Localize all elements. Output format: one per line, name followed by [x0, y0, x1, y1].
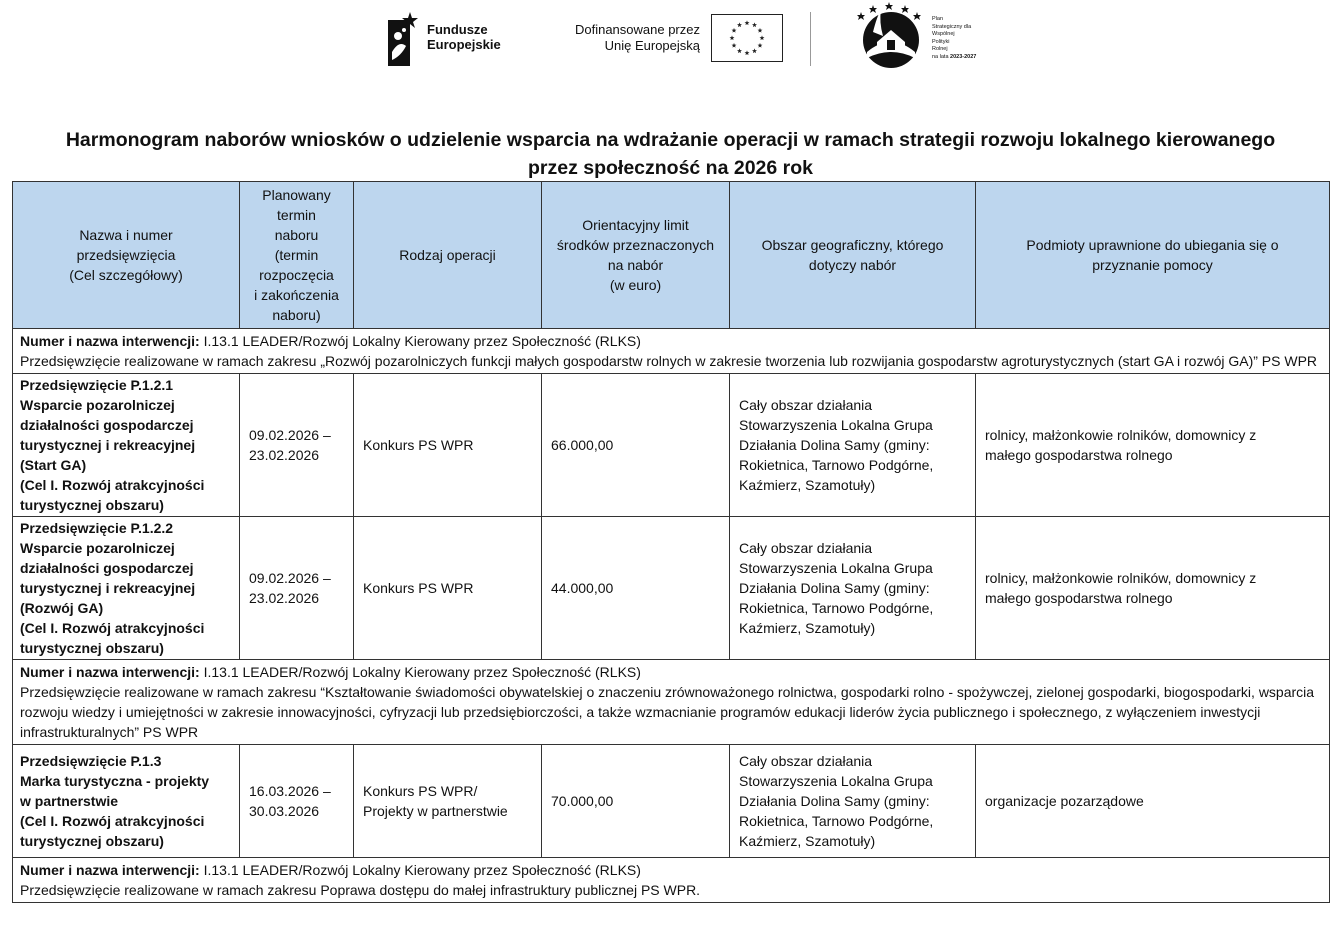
term-cell: 16.03.2026 – 30.03.2026 [240, 745, 354, 858]
fundusze-europejskie-logo-icon [388, 12, 418, 66]
intervention-cell [13, 858, 1330, 903]
area-cell: Cały obszar działania Stowarzyszenia Lokalna Grupa Działania Dolina Samy (gminy: Rokietnica, Tarnowo Podgórne, Kaźmierz, Szamotuły) [730, 517, 976, 660]
ps-line3: Wspólnej [932, 31, 955, 37]
eligible-cell: rolnicy, małżonkowie rolników, domownicy z małego gospodarstwa rolnego [976, 374, 1330, 517]
eu-cofinancing-text [552, 22, 700, 54]
header-geographic-area: Obszar geograficzny, którego dotyczy nabór [730, 182, 976, 329]
eu-line2: Unię Europejską [604, 38, 700, 53]
ps-line6b: 2023-2027 [950, 53, 977, 60]
eu-star-icon [745, 50, 750, 55]
fe-line1: Fundusze [427, 22, 488, 37]
ps-line1: Plan [932, 16, 944, 22]
intervention-label: Numer i nazwa interwencji: [20, 664, 200, 680]
header-operation-type: Rodzaj operacji [354, 182, 542, 329]
intervention-description: Przedsięwzięcie realizowane w ramach zakresu “Kształtowanie świadomości obywatelskiej o znaczeniu zrównoważonego rolnictwa, gospodarki rolno - spożywczej, zielonej gospodarki, biogospodarki, wsparcia rozwoju wiedzy i umiejętności w zakresie innowacyjności, cyfryzacji lub przedsiębiorczości, a także wzmacnianie programów edukacji liderów życia publicznego i społecznego, z wyłączeniem inwestycji infrastrukturalnych” PS WPR [20, 684, 1315, 740]
eu-star-icon [730, 35, 735, 40]
intervention-row [13, 329, 1330, 374]
title-line2: przez społeczność na 2026 rok [527, 157, 814, 179]
header-project-name: Nazwa i numer przedsięwzięcia (Cel szczegółowy) [13, 182, 240, 329]
table-header-row [13, 182, 1330, 329]
limit-cell: 44.000,00 [542, 517, 730, 660]
table-row [13, 745, 1330, 858]
intervention-label: Numer i nazwa interwencji: [20, 862, 200, 878]
eu-star-icon [752, 48, 757, 53]
title-line1: Harmonogram naborów wniosków o udzielenie wsparcia na wdrażanie operacji w ramach strategii rozwoju lokalnego kierowanego [65, 129, 1276, 151]
plan-strategiczny-logo-icon [853, 2, 929, 70]
area-cell: Cały obszar działania Stowarzyszenia Lokalna Grupa Działania Dolina Samy (gminy: Rokietnica, Tarnowo Podgórne, Kaźmierz, Szamotuły) [730, 745, 976, 858]
logo-divider [810, 12, 811, 66]
eu-star-icon [737, 48, 742, 53]
plan-strategiczny-text [932, 16, 976, 61]
page-title [10, 126, 1331, 182]
table-row [13, 374, 1330, 517]
limit-cell: 70.000,00 [542, 745, 730, 858]
type-cell: Konkurs PS WPR [354, 374, 542, 517]
eu-star-icon [758, 28, 763, 33]
project-name-cell: Przedsięwzięcie P.1.2.1 Wsparcie pozarolniczej działalności gospodarczej turystycznej i rekreacyjnej (Start GA) (Cel I. Rozwój atrakcyjności turystycznej obszaru) [13, 374, 240, 517]
table-row [13, 517, 1330, 660]
header-funding-limit: Orientacyjny limit środków przeznaczonych na nabór (w euro) [542, 182, 730, 329]
eu-line1: Dofinansowane przez [574, 22, 700, 37]
intervention-name: I.13.1 LEADER/Rozwój Lokalny Kierowany przez Społeczność (RLKS) [199, 862, 641, 878]
intervention-description: Przedsięwzięcie realizowane w ramach zakresu Poprawa dostępu do małej infrastruktury publicznej PS WPR. [20, 882, 701, 898]
eu-star-icon [752, 22, 757, 27]
ps-line5: Rolnej [932, 46, 948, 52]
intervention-label: Numer i nazwa interwencji: [20, 333, 200, 349]
intervention-row [13, 660, 1330, 745]
intervention-row [13, 858, 1330, 903]
eligible-cell: organizacje pozarządowe [976, 745, 1330, 858]
fe-line2: Europejskie [427, 37, 501, 52]
eu-star-icon [745, 20, 750, 25]
ps-line2: Strategiczny dla [932, 23, 972, 30]
limit-cell: 66.000,00 [542, 374, 730, 517]
eu-star-icon [732, 43, 737, 48]
type-cell: Konkurs PS WPR/ Projekty w partnerstwie [354, 745, 542, 858]
intervention-name: I.13.1 LEADER/Rozwój Lokalny Kierowany przez Społeczność (RLKS) [199, 664, 641, 680]
eu-flag-icon [711, 14, 783, 62]
eu-star-icon [732, 28, 737, 33]
intervention-cell [13, 660, 1330, 745]
eu-star-icon [760, 35, 765, 40]
type-cell: Konkurs PS WPR [354, 517, 542, 660]
logo-bar [0, 0, 1341, 80]
ps-line4: Polityki [932, 38, 950, 45]
term-cell: 09.02.2026 – 23.02.2026 [240, 374, 354, 517]
eu-star-icon [758, 43, 763, 48]
intervention-title [20, 860, 1322, 880]
header-eligible-entities: Podmioty uprawnione do ubiegania się o przyznanie pomocy [976, 182, 1330, 329]
term-cell: 09.02.2026 – 23.02.2026 [240, 517, 354, 660]
area-cell: Cały obszar działania Stowarzyszenia Lokalna Grupa Działania Dolina Samy (gminy: Rokietnica, Tarnowo Podgórne, Kaźmierz, Szamotuły) [730, 374, 976, 517]
ps-line6 [932, 54, 976, 62]
eligible-cell: rolnicy, małżonkowie rolników, domownicy z małego gospodarstwa rolnego [976, 517, 1330, 660]
intervention-title [20, 331, 1322, 351]
project-name-cell: Przedsięwzięcie P.1.2.2 Wsparcie pozarolniczej działalności gospodarczej turystycznej i rekreacyjnej (Rozwój GA) (Cel I. Rozwój atrakcyjności turystycznej obszaru) [13, 517, 240, 660]
header-planned-term: Planowany termin naboru (termin rozpoczęcia i zakończenia naboru) [240, 182, 354, 329]
schedule-table [12, 181, 1330, 903]
eu-star-icon [737, 22, 742, 27]
intervention-cell [13, 329, 1330, 374]
eu-stars-icon [712, 15, 782, 61]
intervention-description: Przedsięwzięcie realizowane w ramach zakresu „Rozwój pozarolniczych funkcji małych gospodarstw rolnych w zakresie tworzenia lub rozwijania gospodarstw agroturystycznych (start GA i rozwój GA)” PS WPR [20, 353, 1318, 369]
ps-line6a: na lata [932, 53, 951, 60]
intervention-name: I.13.1 LEADER/Rozwój Lokalny Kierowany przez Społeczność (RLKS) [199, 333, 641, 349]
fundusze-europejskie-text [427, 22, 501, 52]
project-name-cell: Przedsięwzięcie P.1.3 Marka turystyczna - projekty w partnerstwie (Cel I. Rozwój atrakcyjności turystycznej obszaru) [13, 745, 240, 858]
intervention-title [20, 662, 1322, 682]
